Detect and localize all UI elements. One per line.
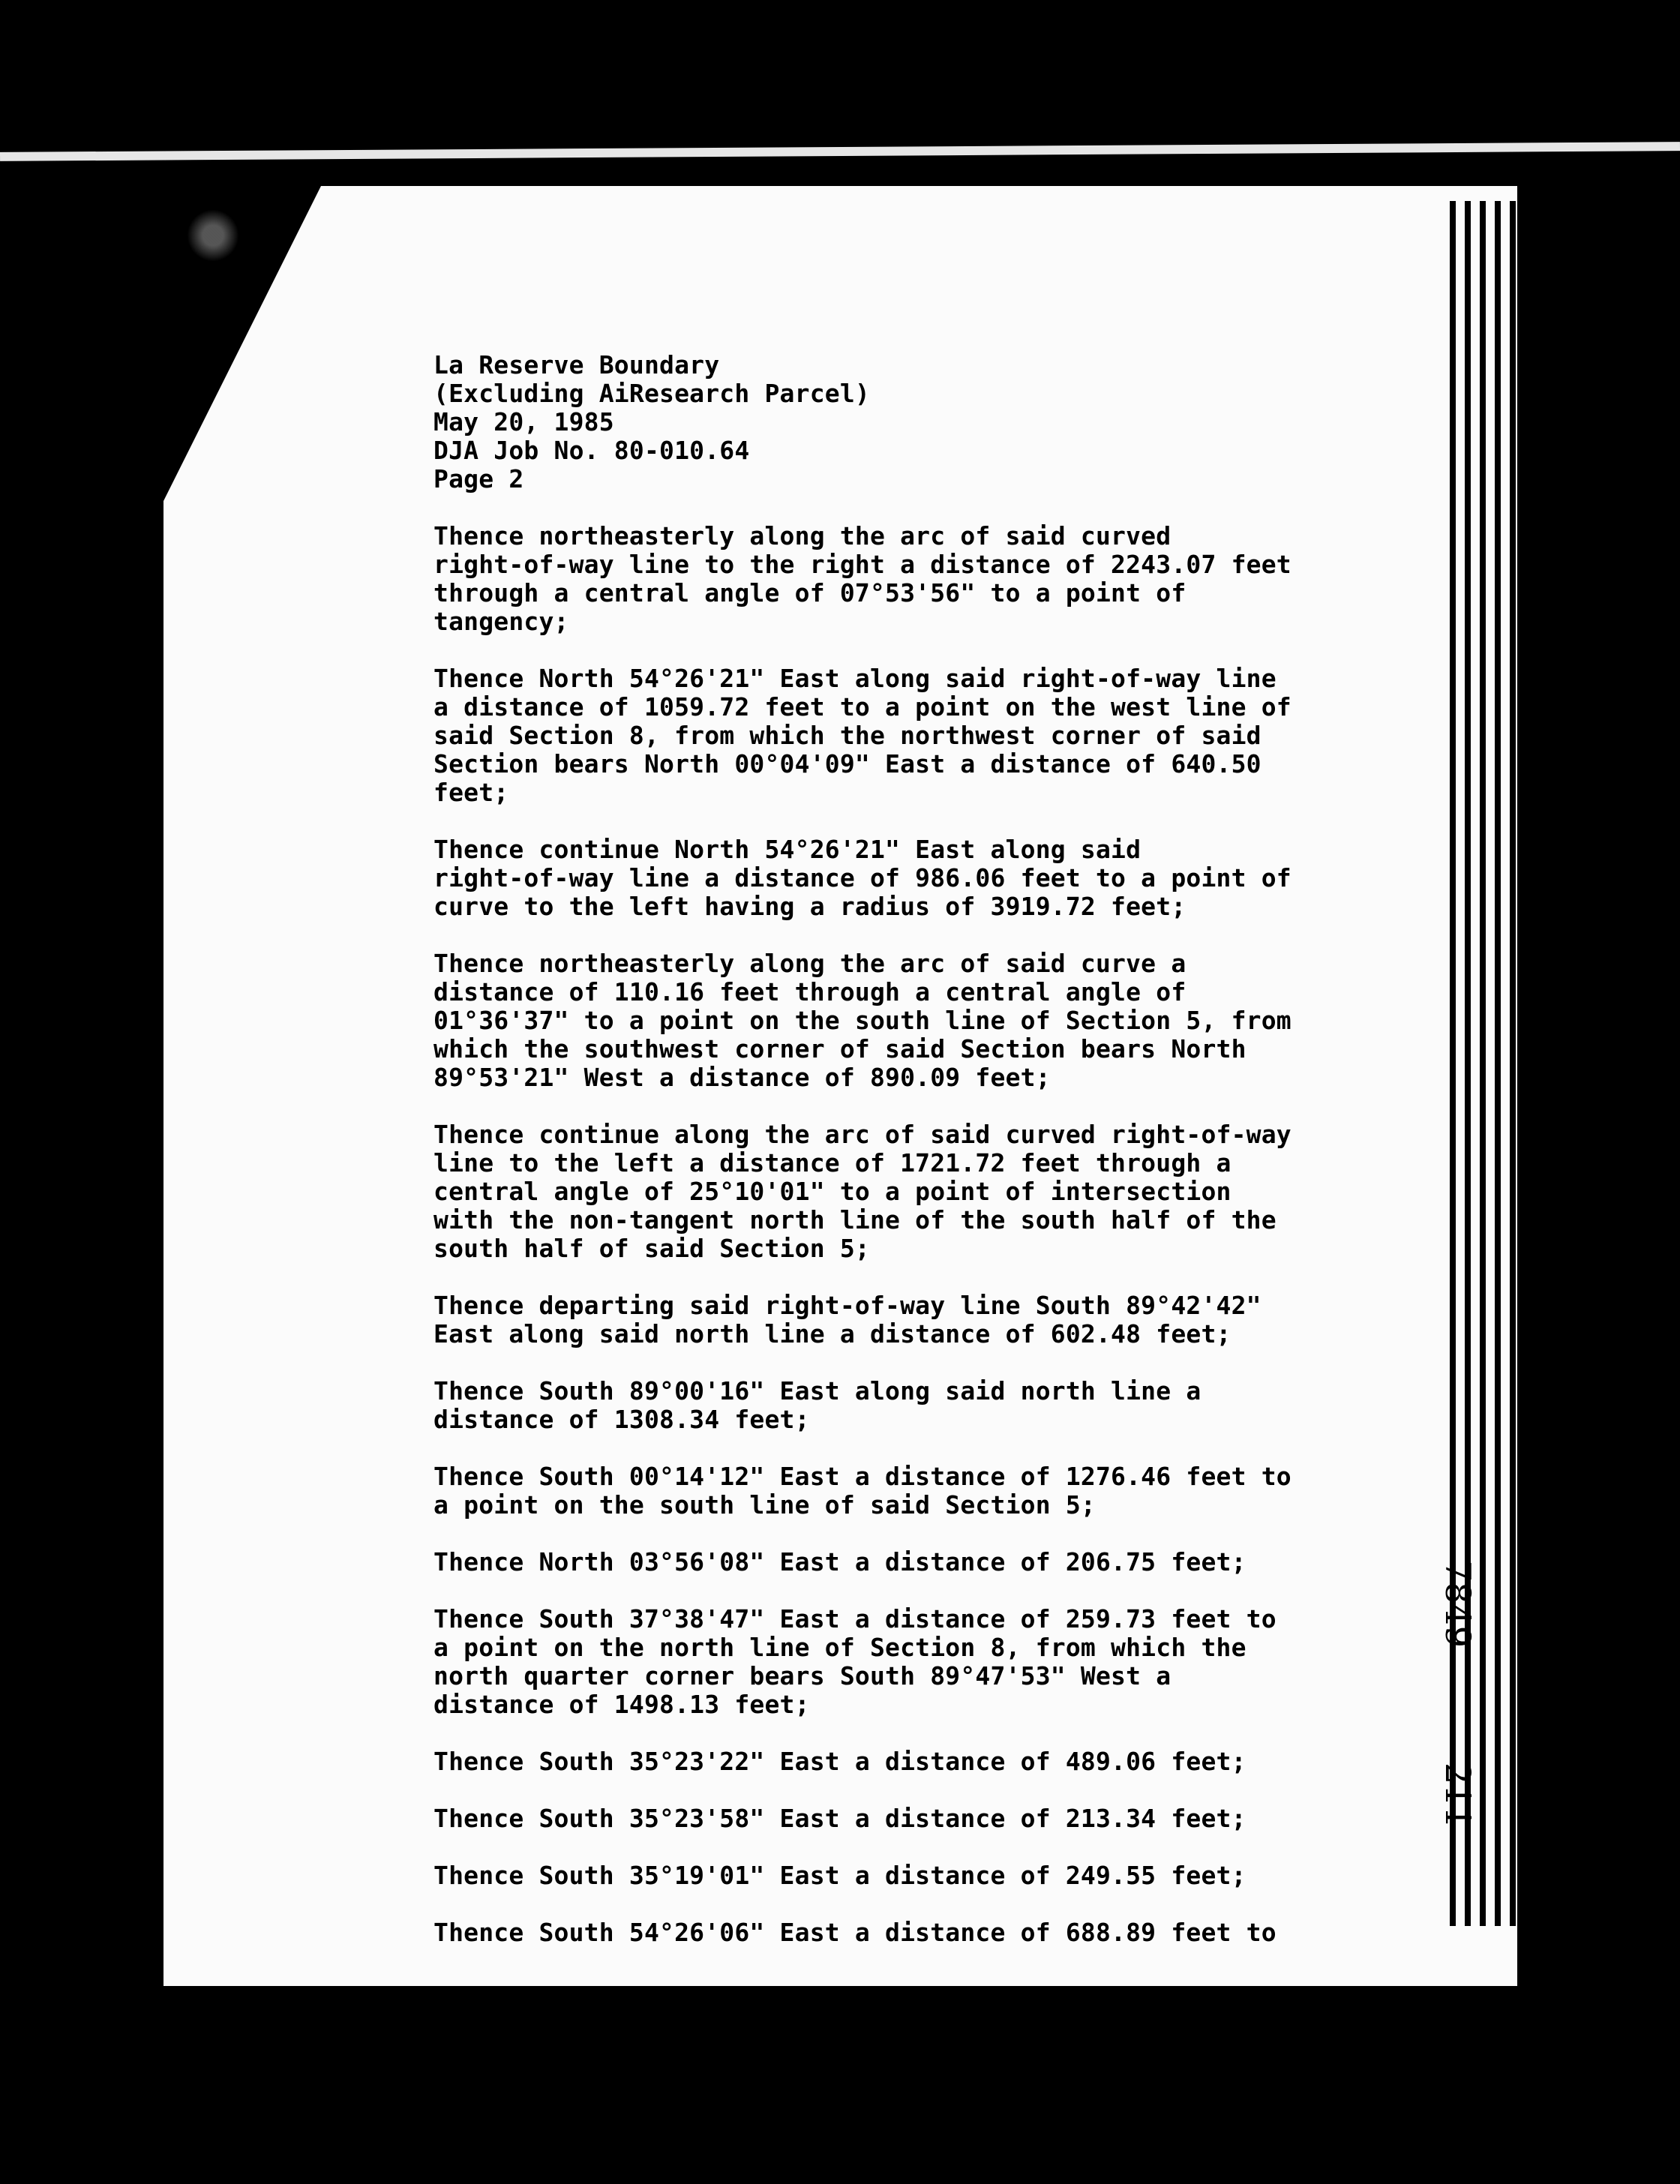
paragraph-line: central angle of 25°10'01" to a point of intersection — [434, 1177, 1232, 1206]
paragraph-line: Thence South 35°19'01" East a distance of 249.55 feet; — [434, 1861, 1246, 1890]
paragraph-line: Thence South 54°26'06" East a distance of 688.89 feet to — [434, 1918, 1276, 1947]
paragraph — [434, 522, 1544, 636]
paragraph-line: line to the left a distance of 1721.72 feet through a — [434, 1148, 1232, 1178]
paragraph — [434, 1862, 1544, 1890]
paragraph-line: feet; — [434, 778, 509, 807]
paragraph-line: 89°53'21" West a distance of 890.09 feet; — [434, 1063, 1051, 1092]
paragraph-line: a point on the north line of Section 8, from which the — [434, 1633, 1246, 1662]
paragraph — [434, 1462, 1544, 1520]
paragraph-line: Thence continue North 54°26'21" East along said — [434, 835, 1142, 864]
paragraph-line: Thence South 00°14'12" East a distance of 1276.46 feet to — [434, 1462, 1292, 1491]
paragraph-line: Thence South 37°38'47" East a distance of 259.73 feet to — [434, 1604, 1276, 1634]
paragraph — [434, 1804, 1544, 1833]
paragraph-line: north quarter corner bears South 89°47'53" West a — [434, 1661, 1172, 1690]
paragraph-line: Thence South 89°00'16" East along said north line a — [434, 1376, 1202, 1406]
paragraph-line: East along said north line a distance of 602.48 feet; — [434, 1319, 1232, 1348]
side-stamp-page-number: 211 — [1438, 1762, 1478, 1828]
paragraph-line: with the non-tangent north line of the south half of the — [434, 1205, 1276, 1234]
paragraph-line: Section bears North 00°04'09" East a distance of 640.50 — [434, 749, 1262, 778]
paragraph-line: Thence departing said right-of-way line South 89°42'42" — [434, 1291, 1262, 1320]
paragraph — [434, 664, 1544, 807]
paragraph-line: Thence South 35°23'58" East a distance of 213.34 feet; — [434, 1804, 1246, 1833]
document-page — [164, 186, 1517, 1986]
paragraph-line: Thence continue along the arc of said curved right-of-way — [434, 1120, 1292, 1149]
header-subtitle: (Excluding AiResearch Parcel) — [434, 379, 870, 408]
paragraph-line: tangency; — [434, 607, 569, 636]
paragraph-line: right-of-way line to the right a distance of 2243.07 feet — [434, 550, 1292, 579]
paragraph-line: a distance of 1059.72 feet to a point on the west line of — [434, 692, 1292, 722]
paragraph-line: Thence North 03°56'08" East a distance of 206.75 feet; — [434, 1547, 1246, 1576]
paragraph-line: right-of-way line a distance of 986.06 feet to a point of — [434, 863, 1292, 892]
paragraph-line: Thence South 35°23'22" East a distance of 489.06 feet; — [434, 1747, 1246, 1776]
paragraph — [434, 1748, 1544, 1776]
side-stamp-book-number: 7849 — [1438, 1560, 1478, 1648]
paragraph — [434, 1120, 1544, 1263]
paragraph-line: 01°36'37" to a point on the south line of Section 5, from — [434, 1006, 1292, 1035]
paragraph — [434, 950, 1544, 1092]
paragraph — [434, 836, 1544, 921]
paragraph-line: distance of 1498.13 feet; — [434, 1690, 810, 1719]
paragraph-line: through a central angle of 07°53'56" to a point of — [434, 578, 1186, 608]
header-title: La Reserve Boundary — [434, 350, 720, 380]
paragraph-line: Thence northeasterly along the arc of said curve a — [434, 949, 1186, 978]
paragraph — [434, 1918, 1544, 1947]
paragraph-line: Thence northeasterly along the arc of said curved — [434, 521, 1172, 550]
paragraph-line: said Section 8, from which the northwest corner of said — [434, 721, 1262, 750]
paragraph — [434, 1292, 1544, 1348]
paragraph-line: distance of 110.16 feet through a central angle of — [434, 977, 1186, 1006]
side-stamp — [1432, 1560, 1485, 1875]
edge-speckle — [186, 208, 254, 276]
header-date: May 20, 1985 — [434, 407, 614, 436]
document-body — [434, 351, 1544, 1947]
paragraph — [434, 1605, 1544, 1719]
header-page-number: Page 2 — [434, 464, 524, 494]
paragraph-line: a point on the south line of said Section 5; — [434, 1490, 1096, 1520]
paragraph-line: which the southwest corner of said Section bears North — [434, 1034, 1246, 1064]
header-job-number: DJA Job No. 80-010.64 — [434, 436, 750, 465]
paragraph-line: south half of said Section 5; — [434, 1234, 870, 1263]
paragraph-line: distance of 1308.34 feet; — [434, 1405, 810, 1434]
paragraph-line: Thence North 54°26'21" East along said right-of-way line — [434, 664, 1276, 693]
paragraph — [434, 1548, 1544, 1576]
paragraph — [434, 1377, 1544, 1434]
document-header — [434, 351, 1544, 494]
scan-top-strip — [0, 142, 1680, 161]
paragraph-line: curve to the left having a radius of 3919.72 feet; — [434, 892, 1186, 921]
